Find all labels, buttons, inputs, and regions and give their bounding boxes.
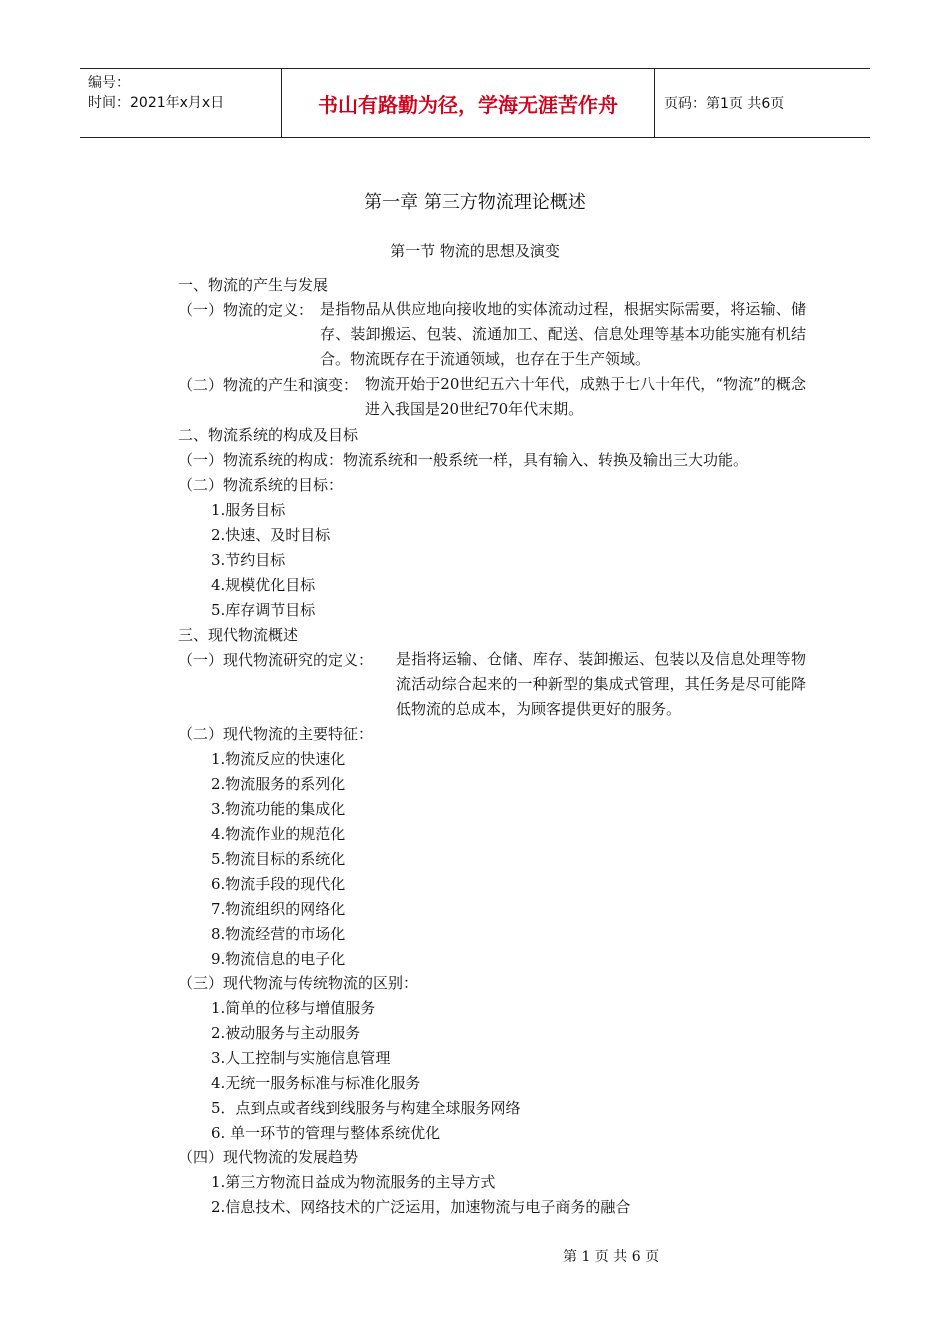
list-item: 4.物流作业的规范化 bbox=[211, 825, 346, 843]
list-item: 9.物流信息的电子化 bbox=[211, 950, 346, 968]
evolution-text: 物流开始于20世纪五六十年代，成熟于七八十年代，“物流”的概念进入我国是20世纪70年代末期。 bbox=[365, 375, 806, 418]
time-label: 时间：2021年x月x日 bbox=[88, 95, 225, 111]
chapter-title: 第一章 第三方物流理论概述 bbox=[364, 192, 586, 213]
list-item: 1.物流反应的快速化 bbox=[211, 750, 346, 768]
list-item: 3.物流功能的集成化 bbox=[211, 800, 346, 818]
header-page-code: 页码：第1页 共6页 bbox=[664, 96, 785, 112]
list-item: 4.无统一服务标准与标准化服务 bbox=[211, 1074, 421, 1092]
system-goals-label: （二）物流系统的目标： bbox=[178, 476, 344, 494]
list-item: 3.人工控制与实施信息管理 bbox=[211, 1049, 391, 1067]
def-label: （一）物流的定义： bbox=[178, 301, 314, 319]
page-header bbox=[80, 68, 870, 138]
list-item: 1.第三方物流日益成为物流服务的主导方式 bbox=[211, 1173, 496, 1191]
number-label: 编号： bbox=[88, 75, 130, 91]
heading-3: 三、现代物流概述 bbox=[178, 626, 299, 644]
list-item: 5.库存调节目标 bbox=[211, 601, 316, 619]
modern-def-text: 是指将运输、仓储、库存、装卸搬运、包装以及信息处理等物流活动综合起来的一种新型的集成式管理，其任务是尽可能降低物流的总成本，为顾客提供更好的服务。 bbox=[396, 650, 806, 718]
evolution-label: （二）物流的产生和演变： bbox=[178, 376, 359, 394]
list-item: 3.节约目标 bbox=[211, 551, 286, 569]
features-label: （二）现代物流的主要特征： bbox=[178, 725, 374, 743]
list-item: 2.快速、及时目标 bbox=[211, 526, 331, 544]
list-item: 5．点到点或者线到线服务与构建全球服务网络 bbox=[211, 1099, 521, 1117]
list-item: 2.被动服务与主动服务 bbox=[211, 1024, 361, 1042]
header-meta bbox=[80, 69, 282, 137]
list-item: 6.物流手段的现代化 bbox=[211, 875, 346, 893]
list-item: 8.物流经营的市场化 bbox=[211, 925, 346, 943]
heading-1: 一、物流的产生与发展 bbox=[178, 276, 329, 294]
def-text: 是指物品从供应地向接收地的实体流动过程，根据实际需要，将运输、储存、装卸搬运、包装、流通加工、配送、信息处理等基本功能实施有机结合。物流既存在于流通领域，也存在于生产领域。 bbox=[320, 300, 806, 368]
list-item: 2.物流服务的系列化 bbox=[211, 775, 346, 793]
list-item: 2.信息技术、网络技术的广泛运用，加速物流与电子商务的融合 bbox=[211, 1198, 631, 1216]
trends-label: （四）现代物流的发展趋势 bbox=[178, 1148, 359, 1166]
system-structure: （一）物流系统的构成：物流系统和一般系统一样，具有输入、转换及输出三大功能。 bbox=[178, 451, 749, 469]
footer-page-number: 第 1 页 共 6 页 bbox=[563, 1249, 660, 1265]
list-item: 4.规模优化目标 bbox=[211, 576, 316, 594]
header-motto: 书山有路勤为径，学海无涯苦作舟 bbox=[282, 69, 655, 137]
list-item: 1.简单的位移与增值服务 bbox=[211, 999, 376, 1017]
differences-label: （三）现代物流与传统物流的区别： bbox=[178, 974, 419, 992]
list-item: 5.物流目标的系统化 bbox=[211, 850, 346, 868]
heading-2: 二、物流系统的构成及目标 bbox=[178, 426, 359, 444]
list-item: 6. 单一环节的管理与整体系统优化 bbox=[211, 1124, 441, 1142]
list-item: 1.服务目标 bbox=[211, 501, 286, 519]
list-item: 7.物流组织的网络化 bbox=[211, 900, 346, 918]
section-title: 第一节 物流的思想及演变 bbox=[390, 242, 560, 260]
modern-def-label: （一）现代物流研究的定义： bbox=[178, 651, 374, 669]
